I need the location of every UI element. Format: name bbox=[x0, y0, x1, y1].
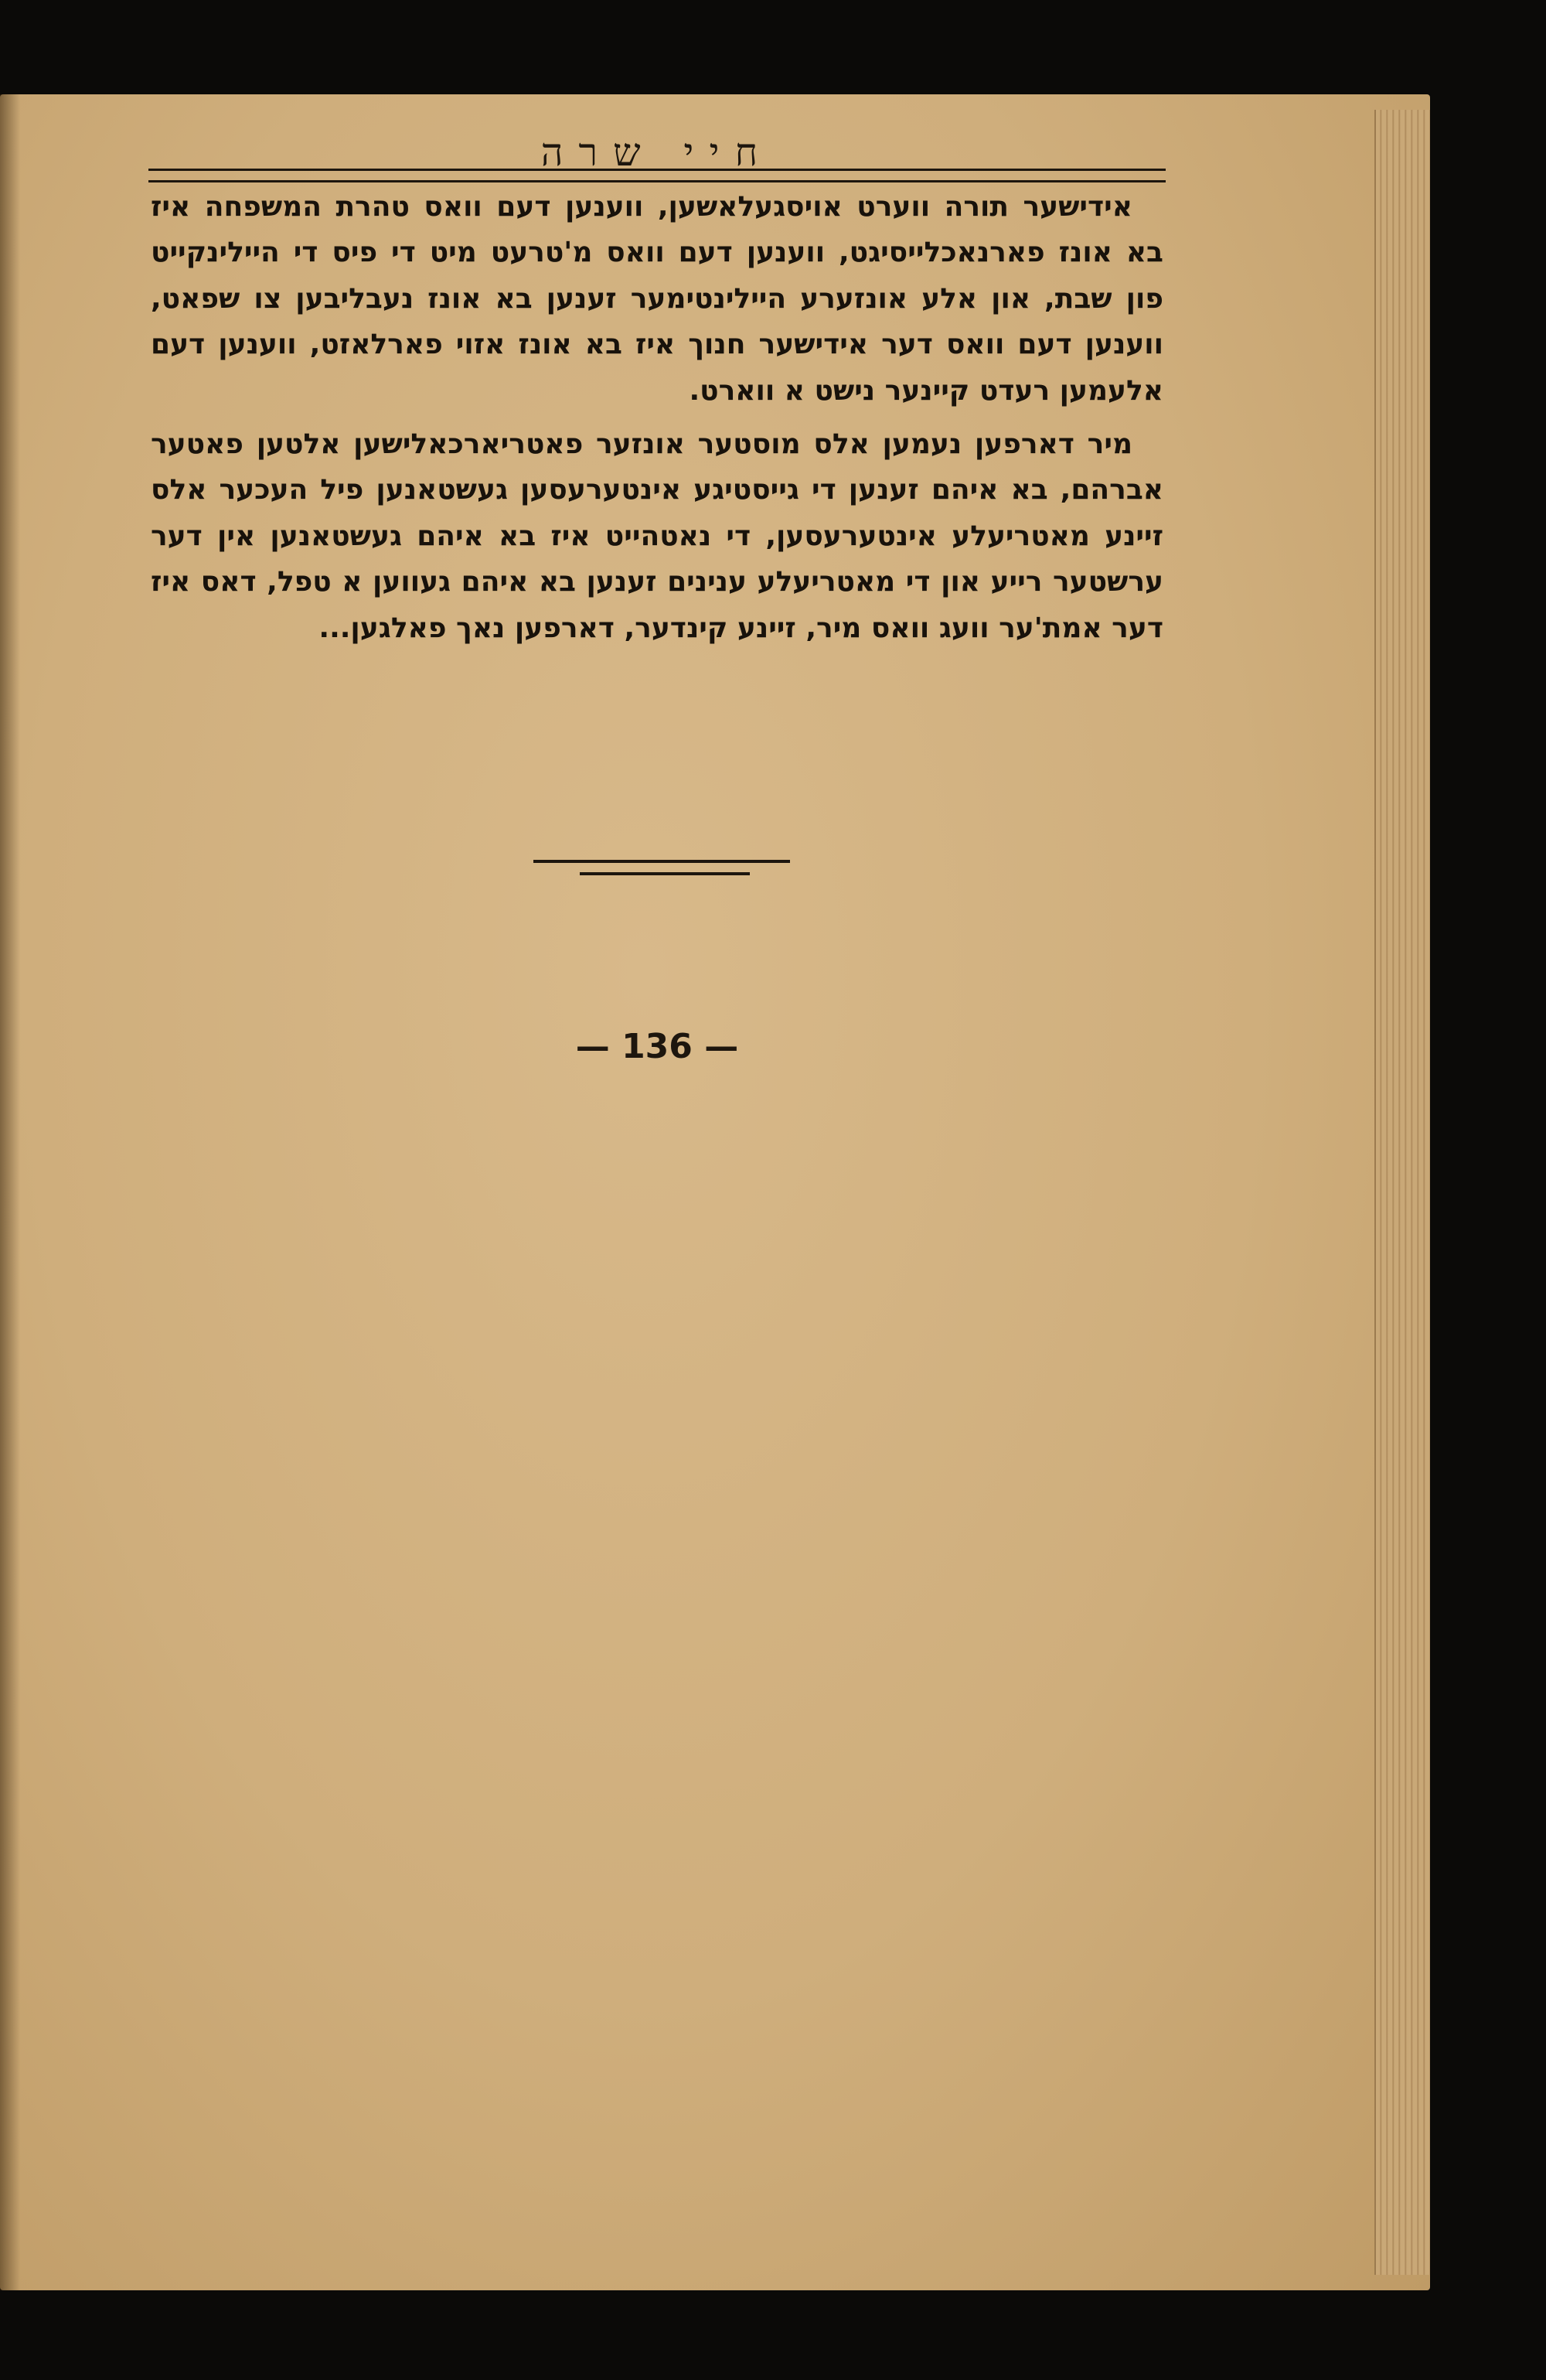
paragraph: אידישער תורה ווערט אויסגעלאשען, ווענען דעם וואס טהרת המשפחה איז בא אונז פארנאכלייסיגט, ווענען דעם וואס מ'טרעט מיט די פיס די היילינקייט פון שבת, און אלע אונזערע היילינטימער זענען בא אונז נעבליבען צו שפאט, ווענען דעם וואס דער אידישער חנוך איז בא אונז אזוי פארלאזט, ווענען דעם אלעמען רעדט קיינער נישט א ווארט. bbox=[151, 191, 1163, 407]
section-end-rule bbox=[580, 872, 750, 875]
body-text bbox=[151, 184, 1163, 651]
paragraph: מיר דארפען נעמען אלס מוסטער אונזער פאטריארכאלישען אלטען פאטער אברהם, בא איהם זענען די גייסטיגע אינטערעסען געשטאנען פיל העכער אלס זיינע מאטריעלע אינטערעסען, די נאטהייט איז בא איהם געשטאנען אין דער ערשטער רייע און די מאטריעלע ענינים זענען בא איהם געווען א טפל, דאס איז דער אמת'ער וועג וואס מיר, זיינע קינדער, דארפען נאך פאלגען... bbox=[151, 428, 1163, 644]
header-double-rule bbox=[148, 169, 1166, 182]
page-number: — 136 — bbox=[575, 1027, 739, 1066]
page-edges bbox=[1374, 110, 1430, 2275]
spine-shadow bbox=[0, 94, 20, 2290]
running-head: חיי שרה bbox=[540, 130, 774, 175]
section-end-rule bbox=[533, 860, 790, 863]
